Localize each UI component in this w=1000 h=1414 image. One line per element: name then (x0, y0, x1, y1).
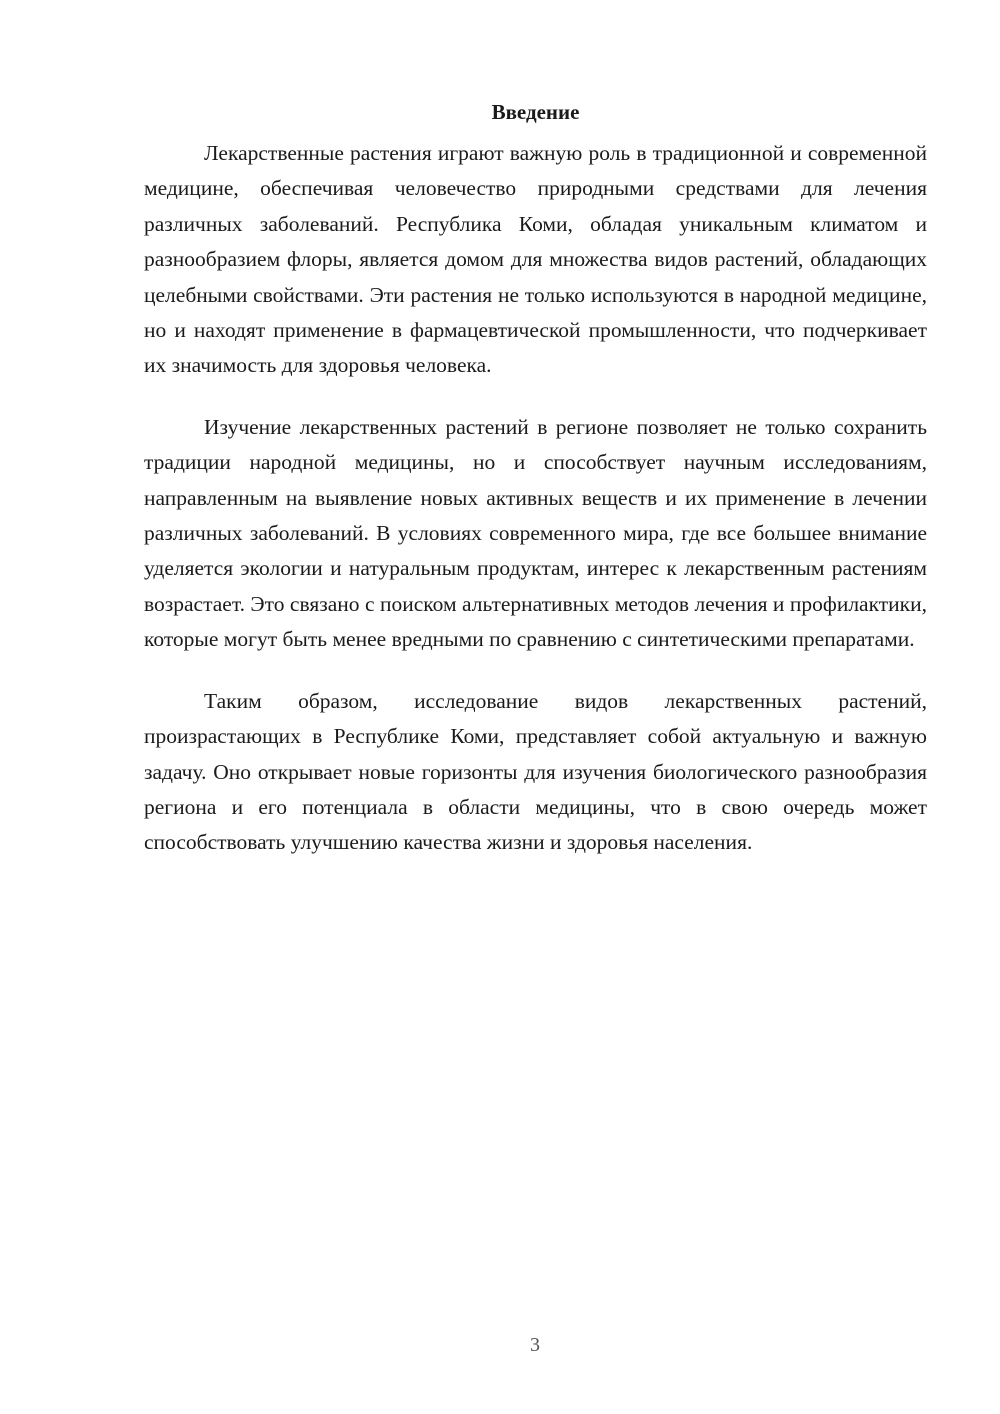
paragraph-2: Изучение лекарственных растений в регионе позволяет не только сохранить традиции народной медицины, но и способствует научным исследованиям, направленным на выявление новых активных веществ и их применение в лечении различных заболеваний. В условиях современного мира, где все большее внимание уделяется экологии и натуральным продуктам, интерес к лекарственным растениям возрастает. Это связано с поиском альтернативных методов лечения и профилактики, которые могут быть менее вредными по сравнению с синтетическими препаратами. (144, 414, 927, 652)
page-number: 3 (530, 1334, 540, 1356)
paragraph-3: Таким образом, исследование видов лекарственных растений, произрастающих в Республике Коми, представляет собой актуальную и важную задачу. Оно открывает новые горизонты для изучения биологического разнообразия региона и его потенциала в области медицины, что в свою очередь может способствовать улучшению качества жизни и здоровья населения. (144, 688, 927, 855)
section-title: Введение (491, 100, 580, 124)
paragraph-1: Лекарственные растения играют важную роль в традиционной и современной медицине, обеспечивая человечество природными средствами для лечения различных заболеваний. Республика Коми, обладая уникальным климатом и разнообразием флоры, является домом для множества видов растений, обладающих целебными свойствами. Эти растения не только используются в народной медицине, но и находят применение в фармацевтической промышленности, что подчеркивает их значимость для здоровья человека. (144, 141, 927, 378)
page-content (144, 94, 927, 861)
